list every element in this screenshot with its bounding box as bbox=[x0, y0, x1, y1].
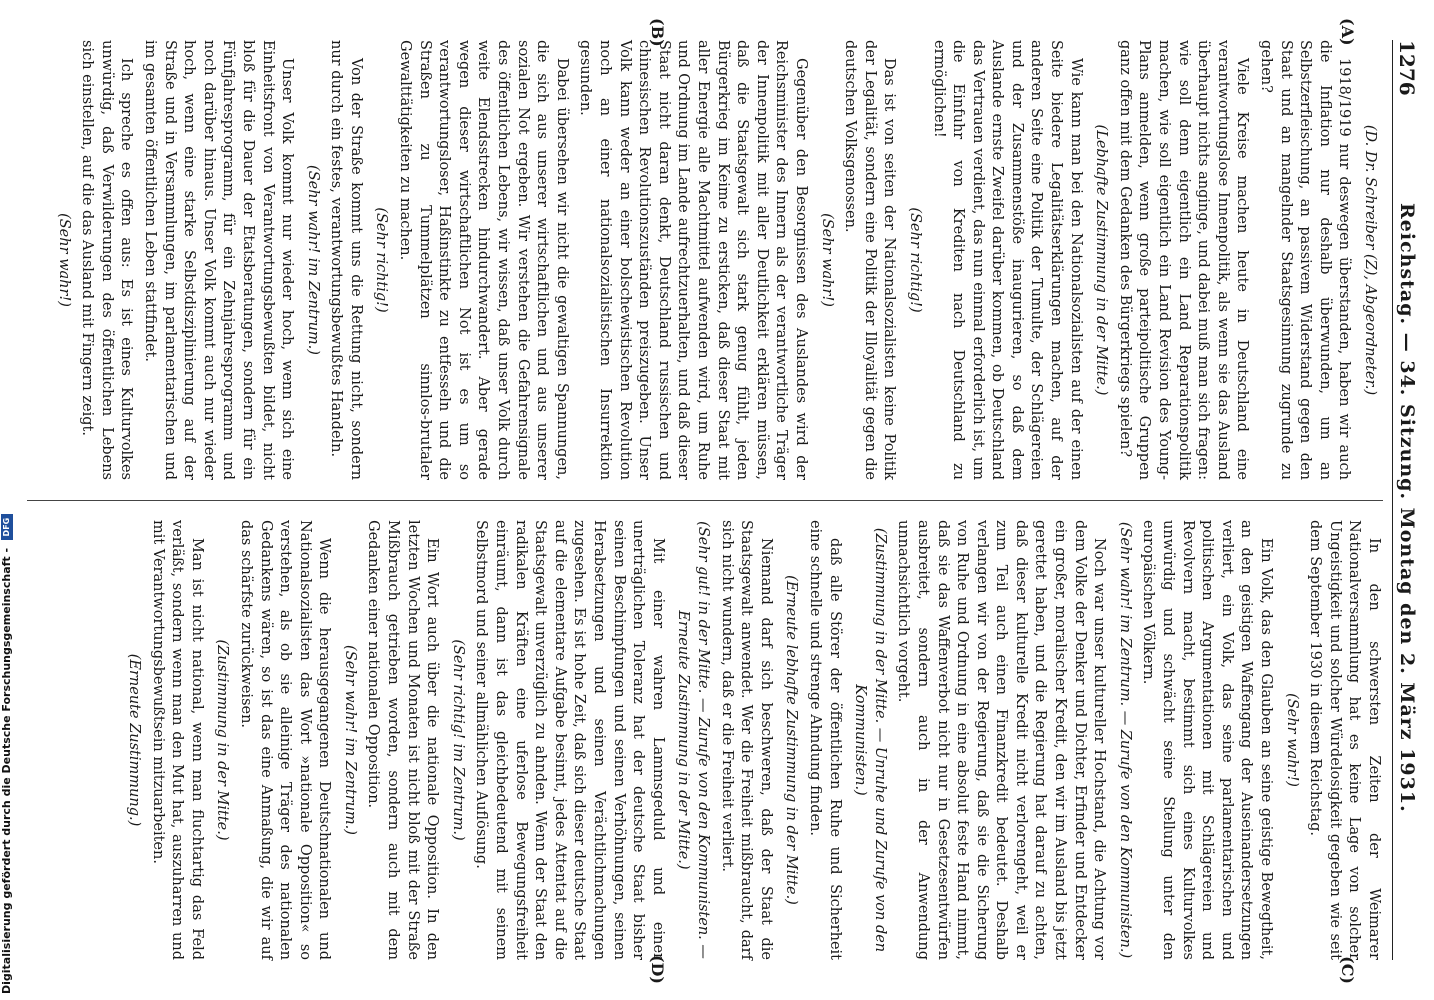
column-divider bbox=[27, 500, 1383, 501]
margin-marker-d: (D) bbox=[648, 954, 667, 984]
speaker-line: (D. Dr. Schreiber (Z), Abgeordneter.) bbox=[1362, 124, 1378, 396]
left-column bbox=[27, 40, 1383, 480]
paragraph: Ein Wort auch über die nationale Opposition. In den letzten Wochen und Monaten ist nicht bloß mit der Straße Mißbrauch getrieben worden, sondern auch mit dem Gedanken einer nationalen Opposition. bbox=[365, 520, 441, 960]
paragraph: Viele Kreise machen heute in Deutschland eine verantwortungslose Innenpolitik, als wenn sie das Ausland überhaupt nichts anginge, und dabei muß man sich fragen: wie soll denn eigentlich ein Land Reparationspolitik machen, wie soll eigentlich ein Land Revision des Young-Plans anmelden, wenn große parteipolitische Gruppen ganz offen mit dem Gedanken des Bürgerkriegs spielen? bbox=[1116, 40, 1251, 480]
paragraph: Mit einer wahren Lammsgeduld und einer unerträglichen Toleranz hat der deutsche Staat bisher seinen Beschimpfungen und seinen Verhöhnungen, seinen Herabsetzungen und seinen Verächtlichmachungen zugesehen. Es ist hohe Zeit, daß sich dieser deutsche Staat auf die elementare Aufgabe besinnt, jedes Attentat auf die Staatsgewalt unverzüglich zu ahnden. Wenn der Staat den radikalen Kräften eine uferlose Bewegungsfreiheit einräumt, dann ist das gleichbedeutend mit seinem Selbstmord und seiner allmählichen Auflösung. bbox=[473, 520, 666, 960]
interjection: (Zustimmung in der Mitte. — Unruhe und Zurufe von den Kommunisten.) bbox=[852, 527, 888, 953]
interjection: (Erneute Zustimmung.) bbox=[125, 653, 142, 827]
interjection: (Sehr richtig!) bbox=[373, 207, 390, 313]
page-header bbox=[1392, 40, 1421, 960]
paragraph: Man ist nicht national, wenn man fluchtartig das Feld verläßt, sondern wenn man den Mut hat, auszuharren und mit Verantwortungsbewußtsein mitzuarbeiten. bbox=[149, 520, 205, 960]
dfg-logo: DFG bbox=[1, 514, 13, 540]
margin-marker-a: (A) bbox=[1338, 18, 1357, 46]
interjection: (Sehr richtig! im Zentrum.) bbox=[449, 639, 466, 841]
paragraph: Von der Straße kommt uns die Rettung nicht, sondern nur durch ein festes, verantwortungsbewußtes Handeln. bbox=[328, 40, 364, 480]
paragraph: In den schwersten Zeiten der Weimarer Nationalversammlung hat es keine Lage von solcher Ungeistigkeit und solcher Würdelosigkeit gegeben wie seit dem September 1930 in diesem Reichstag. bbox=[1307, 520, 1382, 960]
interjection: (Sehr wahr! im Zentrum.) bbox=[341, 645, 358, 835]
interjection: (Zustimmung in der Mitte.) bbox=[214, 639, 231, 841]
interjection: (Sehr richtig!) bbox=[906, 207, 923, 313]
paragraph: Ich spreche es offen aus: Es ist eines Kulturvolkes unwürdig, daß Verwilderungen des öffentlichen Lebens sich einstellen, auf die das Ausland mit Fingern zeigt. bbox=[79, 40, 135, 480]
interjection: (Sehr wahr!) bbox=[1283, 693, 1300, 787]
right-column bbox=[27, 520, 1383, 960]
page-title: Reichstag. — 34. Sitzung. Montag den 2. März 1931. bbox=[1396, 202, 1418, 813]
interjection: (Lebhafte Zustimmung in der Mitte.) bbox=[1093, 124, 1110, 396]
paragraph: Gegenüber den Besorgnissen des Auslandes wird der Reichsminister des Innern als der verantwortliche Träger der Innenpolitik mit aller Deutlichkeit erklären müssen, daß die Staatsgewalt sich stark genug fühlt, jeden Bürgerkrieg im Keime zu ersticken, daß dieser Staat mit aller Energie alle Machtmittel aufwenden wird, um Ruhe und Ordnung im Lande aufrechtzuerhalten, und daß dieser Staat nicht daran denkt, Deutschland russischen und chinesischen Revolutionszuständen preiszugeben. Unser Volk kann weder an einer bolschewistischen Revolution noch an einer nationalsozialistischen Insurrektion gesunden. bbox=[577, 40, 809, 480]
paragraph: Niemand darf sich beschweren, daß der Staat die Staatsgewalt anwendet. Wer die Freiheit mißbraucht, darf sich nicht wundern, daß er die Freiheit verliert. bbox=[718, 520, 774, 960]
interjection: (Erneute lebhafte Zustimmung in der Mitte.) bbox=[783, 575, 800, 905]
paragraph: Wenn die herausgegangenen Deutschnationalen und Nationalsozialisten das Wort »nationale Opposition« so verstehen, als ob sie alleinige Träger des nationalen Gedankens wären, so ist das eine Anmaßung, die wir auf das schärfste zurückweisen. bbox=[237, 520, 333, 960]
paragraph: Das ist von seiten der Nationalsozialisten keine Politik der Legalität, sondern eine Politik der Illoyalität gegen die deutschen Volksgenossen. bbox=[842, 40, 898, 480]
interjection: (Sehr gut! in der Mitte. — Zurufe von den Kommunisten. — Erneute Zustimmung in der Mitte.) bbox=[675, 521, 711, 959]
paragraph: Ein Volk, das den Glauben an seine geistige Bewegtheit, an den geistigen Waffengang der Auseinandersetzungen verliert, ein Volk, das seine parlamentarischen und politischen Argumentationen mit Schlägereien und Revolvern macht, bestimmt sich eines Kulturvolkes unwürdig und schwächt seine Stellung unter den europäischen Völkern. bbox=[1140, 520, 1275, 960]
credit-text: Digitalisierung gefördert durch die Deutsche Forschungsgemeinschaft - bbox=[0, 547, 13, 994]
margin-marker-b: (B) bbox=[648, 18, 667, 47]
interjection: (Sehr wahr!) bbox=[55, 213, 72, 307]
paragraph: Wie kann man bei den Nationalsozialisten auf der einen Seite biedere Legalitätserklärungen machen, auf der anderen Seite eine Politik der Tumulte, der Schlägereien und der Zusammenstöße inaugurieren, so daß dem Auslande ernste Zweifel darüber kommen, ob Deutschland das Vertrauen verdient, das nun einmal erforderlich ist, um die Einfuhr von Krediten nach Deutschland zu ermöglichen! bbox=[930, 40, 1084, 480]
digitization-credit bbox=[0, 0, 18, 994]
rotated-page bbox=[7, 18, 1427, 984]
paragraph: Unser Volk kommt nur wieder hoch, wenn sich eine Einheitsfront von Verantwortungsbewußten bildet, nicht bloß für die Dauer der Etatsberatungen, sondern für ein Fünfjahresprogramm, für ein Zehnjahresprogramm und noch darüber hinaus. Unser Volk kommt auch nur wieder hoch, wenn eine starke Selbstdisziplinierung auf der Straße und in Versammlungen, im parlamentarischen und im gesamten öffentlichen Leben stattfindet. bbox=[141, 40, 296, 480]
interjection: (Sehr wahr!) bbox=[818, 213, 835, 307]
paragraph: 1918/1919 nur deswegen überstanden, haben wir auch die Inflation nur deshalb überwunden, um an Selbstzerfleischung, an passivem Widerstand gegen den Staat und an mangelnder Staatsgesinnung zugrunde zu gehen? bbox=[1258, 40, 1353, 480]
margin-marker-c: (C) bbox=[1338, 956, 1357, 984]
interjection: (Sehr wahr! im Zentrum.) bbox=[304, 165, 321, 355]
interjection: (Sehr wahr! im Zentrum. — Zurufe von den Kommunisten.) bbox=[1116, 521, 1133, 959]
paragraph: Dabei übersehen wir nicht die gewaltigen Spannungen, die sich aus unserer wirtschaftlichen und aus unserer sozialen Not ergeben. Wir verstehen die Gefahrensignale des öffentlichen Lebens, wir wissen, daß unser Volk durch weite Elendsstrecken hindurchwandert. Aber gerade wegen dieser wirtschaftlichen Not ist es um so verantwortungsloser, Haßinstinkte zu entfesseln und die Straßen zu Tummelplätzen sinnlos-brutaler Gewalttätigkeiten zu machen. bbox=[397, 40, 570, 480]
paragraph: Noch war unser kultureller Hochstand, die Achtung vor dem Volke der Denker und Dichter, Erfinder und Entdecker ein großer, moralischer Kredit, den wir im Ausland bis jetzt gerettet haben, und die Regierung hat darauf zu achten, daß dieser kulturelle Kredit nicht verlorengeht, weil er zum Teil auch einen Finanzkredit bedeutet. Deshalb verlangen wir von der Regierung, daß sie die Sicherung von Ruhe und Ordnung in eine absolut feste Hand nimmt, daß sie das Waffenverbot nicht nur in Gesetzesentwürfen ausbreitet, sondern auch in der Anwendung unnachsichtlich vorgeht. bbox=[895, 520, 1108, 960]
page-number: 1276 bbox=[1395, 40, 1419, 96]
paragraph: daß alle Störer der öffentlichen Ruhe und Sicherheit eine schnelle und strenge Ahndung finden. bbox=[806, 520, 843, 960]
